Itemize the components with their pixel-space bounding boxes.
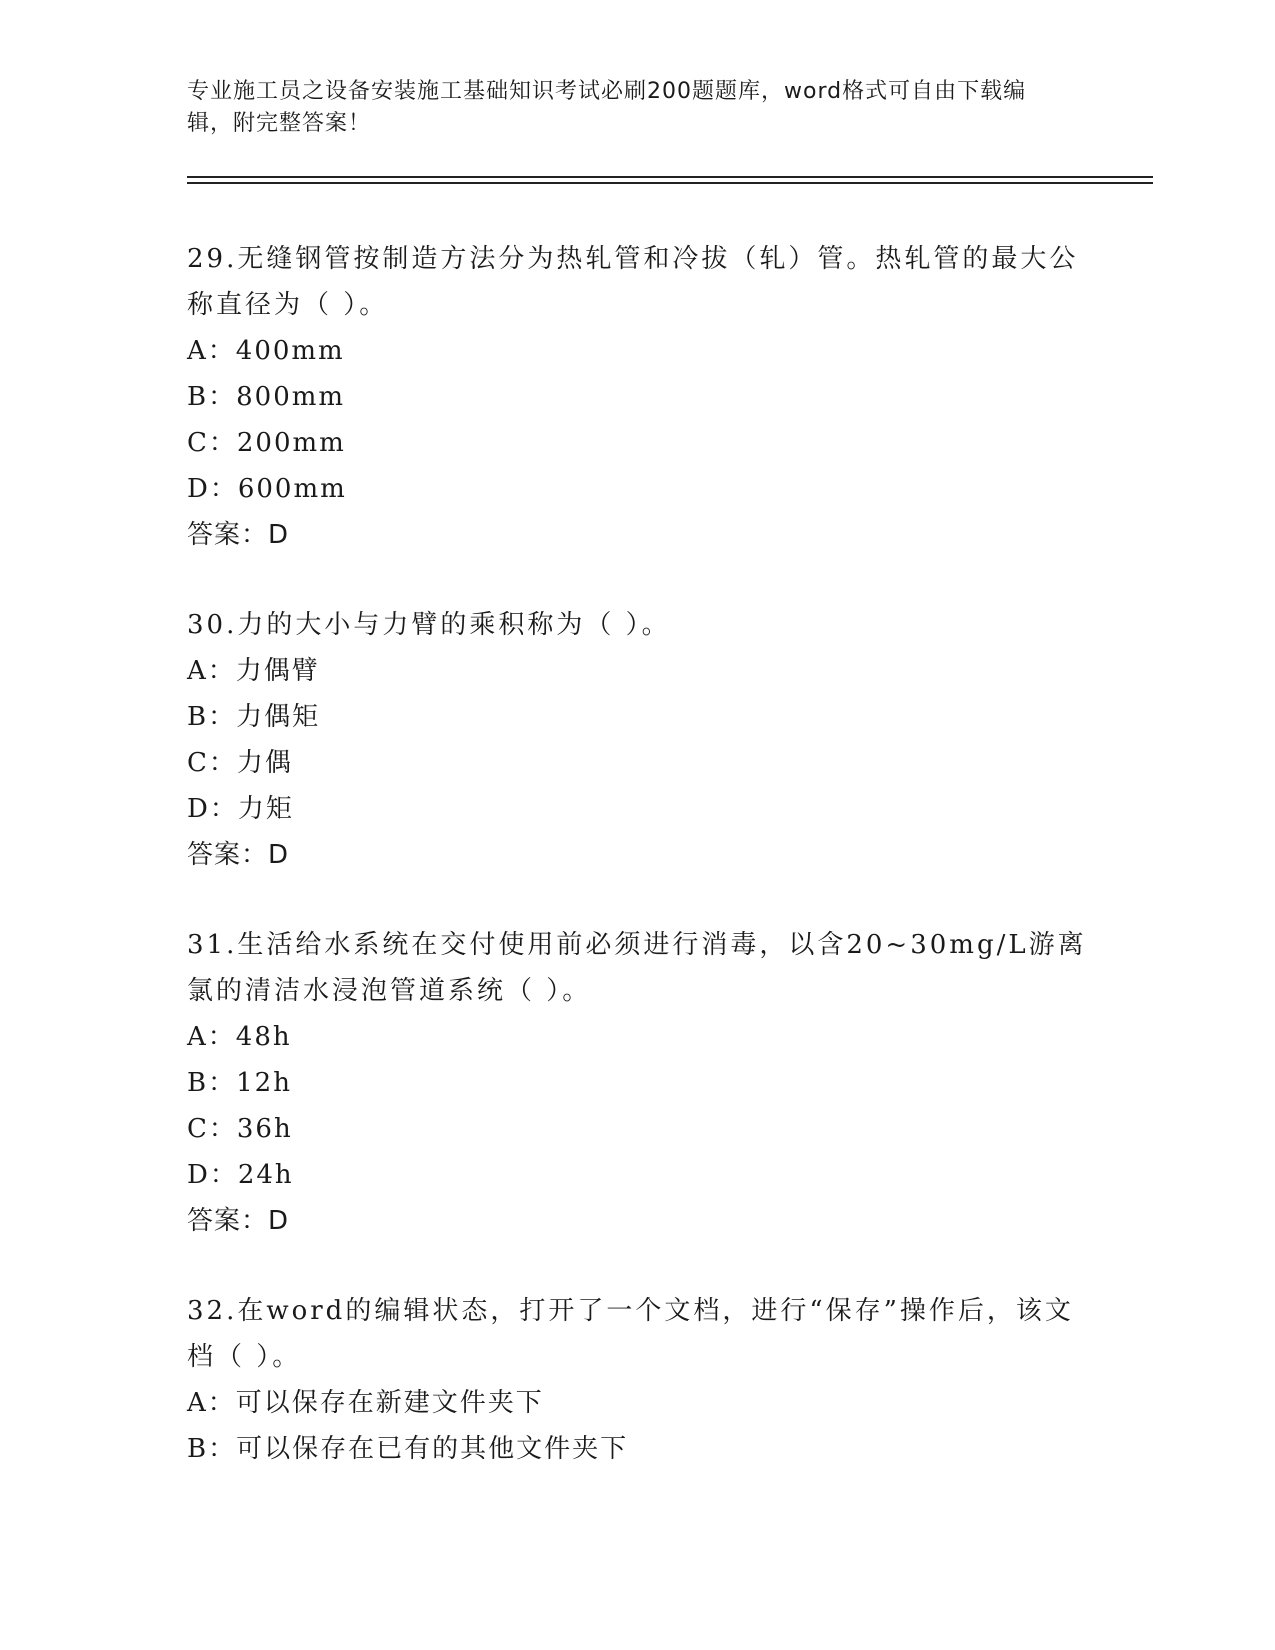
document-header: 专业施工员之设备安装施工基础知识考试必刷200题题库，word格式可自由下载编辑，附完整答案！ <box>187 79 1027 136</box>
option-c: C：力偶 <box>187 748 293 778</box>
question-list <box>187 236 1087 1516</box>
option-b: B：800mm <box>187 382 346 412</box>
header-divider-top <box>187 176 1153 178</box>
question-30 <box>187 602 1087 878</box>
answer-text: 答案：D <box>187 840 290 870</box>
option-c: C：200mm <box>187 428 346 458</box>
option-b: B：力偶矩 <box>187 702 321 732</box>
option-a: A：48h <box>187 1022 292 1052</box>
question-29 <box>187 236 1087 558</box>
answer-text: 答案：D <box>187 520 290 550</box>
question-32 <box>187 1288 1087 1472</box>
option-b: B：12h <box>187 1068 292 1098</box>
question-31 <box>187 922 1087 1244</box>
option-d: D：600mm <box>187 474 347 504</box>
question-stem: 31.生活给水系统在交付使用前必须进行消毒，以含20~30mg/L游离氯的清洁水浸泡管道系统（ ）。 <box>187 930 1087 1006</box>
option-a: A：400mm <box>187 336 345 366</box>
header-divider-bottom <box>187 182 1153 184</box>
option-d: D：24h <box>187 1160 294 1190</box>
option-a: A：可以保存在新建文件夹下 <box>187 1388 544 1418</box>
question-stem: 29.无缝钢管按制造方法分为热轧管和冷拔（轧）管。热轧管的最大公称直径为（ ）。 <box>187 244 1079 320</box>
option-c: C：36h <box>187 1114 293 1144</box>
option-d: D：力矩 <box>187 794 294 824</box>
option-a: A：力偶臂 <box>187 656 320 686</box>
answer-text: 答案：D <box>187 1206 290 1236</box>
option-b: B：可以保存在已有的其他文件夹下 <box>187 1434 629 1464</box>
question-stem: 30.力的大小与力臂的乘积称为（ ）。 <box>187 610 671 640</box>
question-stem: 32.在word的编辑状态，打开了一个文档，进行“保存”操作后，该文档（ ）。 <box>187 1296 1074 1372</box>
